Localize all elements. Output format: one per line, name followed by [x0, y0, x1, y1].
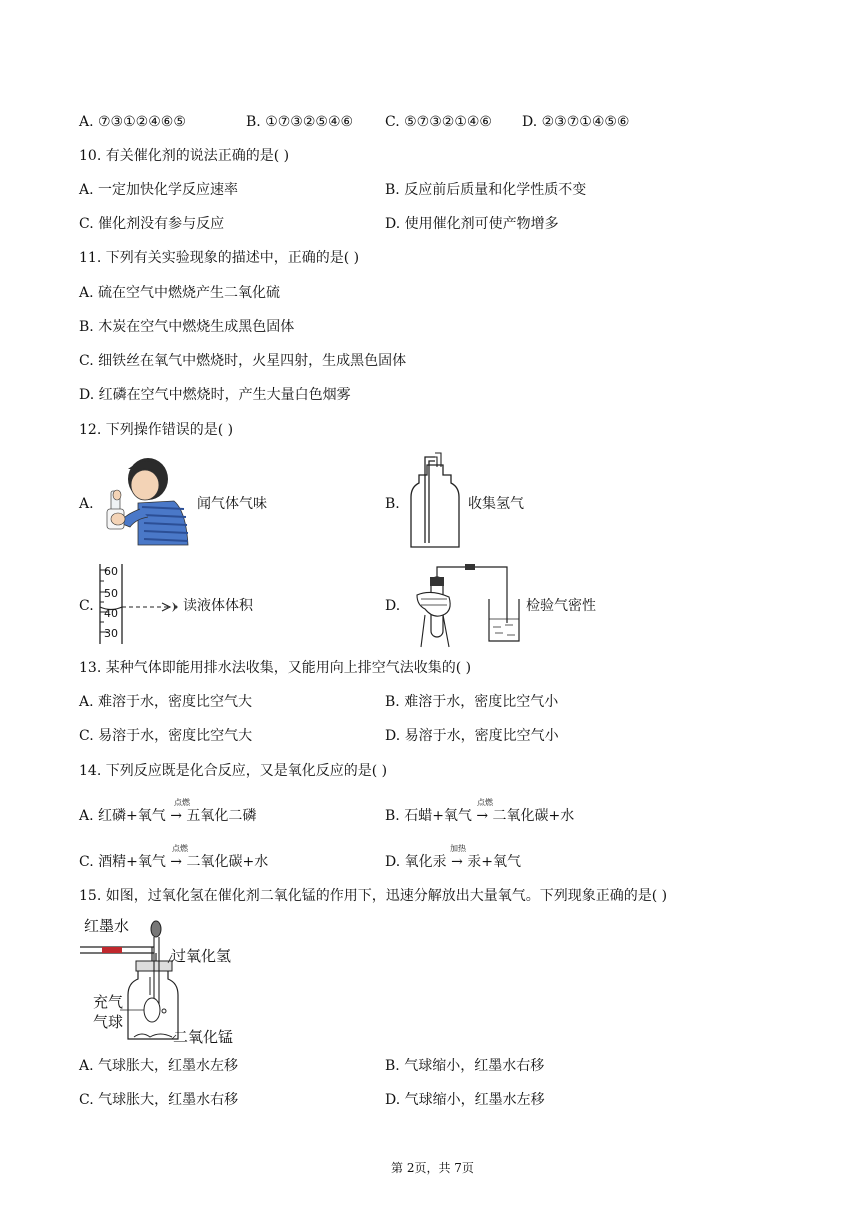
fig-label-balloon-2: 气球: [93, 1013, 124, 1031]
airtightness-check-apparatus: [403, 563, 523, 649]
q10-option-d: D. 使用催化剂可使产物增多: [385, 216, 559, 232]
q14-option-a: A. 红磷+氧气 → 五氧化二磷: [79, 808, 257, 824]
fig-label-red-ink: 红墨水: [84, 917, 130, 935]
q12-option-c-text: 读液体体积: [183, 598, 253, 614]
fig-label-balloon-1: 充气: [93, 993, 124, 1011]
q14-b-condition: 点燃: [477, 798, 493, 807]
q12-option-d-letter: D.: [385, 598, 401, 614]
q13-option-d: D. 易溶于水，密度比空气小: [385, 728, 559, 744]
q9-option-b: B. ①⑦③②⑤④⑥: [246, 114, 354, 130]
q11-option-a: A. 硫在空气中燃烧产生二氧化硫: [79, 285, 281, 301]
q13-option-b: B. 难溶于水，密度比空气小: [385, 694, 559, 710]
q12-option-c-letter: C.: [79, 598, 94, 614]
q10-option-a: A. 一定加快化学反应速率: [79, 182, 239, 198]
tick-label-50: 50: [104, 587, 118, 600]
q12-option-a-text: 闻气体气味: [197, 496, 267, 512]
q11-stem: 11. 下列有关实验现象的描述中，正确的是( ): [79, 250, 360, 266]
tick-label-40: 40: [104, 607, 118, 620]
fig-label-h2o2: 过氧化氢: [171, 947, 232, 965]
q12-option-d-text: 检验气密性: [526, 598, 596, 614]
q11-option-b: B. 木炭在空气中燃烧生成黑色固体: [79, 319, 295, 335]
q13-option-a: A. 难溶于水，密度比空气大: [79, 694, 253, 710]
q14-a-condition: 点燃: [174, 798, 190, 807]
q15-option-d: D. 气球缩小，红墨水左移: [385, 1092, 545, 1108]
q14-d-condition: 加热: [450, 844, 466, 853]
q14-option-d: D. 氧化汞 → 汞+氧气: [385, 854, 521, 870]
q13-option-c: C. 易溶于水，密度比空气大: [79, 728, 253, 744]
q9-option-a: A. ⑦③①②④⑥⑤: [79, 114, 186, 130]
q13-stem: 13. 某种气体即能用排水法收集，又能用向上排空气法收集的( ): [79, 660, 472, 676]
q14-stem: 14. 下列反应既是化合反应，又是氧化反应的是( ): [79, 763, 388, 779]
q14-option-c: C. 酒精+氧气 → 二氧化碳+水: [79, 854, 269, 870]
q10-option-b: B. 反应前后质量和化学性质不变: [385, 182, 587, 198]
q15-option-a: A. 气球胀大，红墨水左移: [79, 1058, 239, 1074]
q10-option-c: C. 催化剂没有参与反应: [79, 216, 225, 232]
q9-option-d: D. ②③⑦①④⑤⑥: [522, 114, 630, 130]
page-footer: 第 2页，共 7页: [391, 1161, 474, 1175]
q15-stem: 15. 如图，过氧化氢在催化剂二氧化锰的作用下，迅速分解放出大量氧气。下列现象正确的是( ): [79, 888, 668, 904]
fig-label-mno2: 二氧化锰: [173, 1028, 234, 1046]
q14-option-b: B. 石蜡+氧气 → 二氧化碳+水: [385, 808, 575, 824]
q9-option-c: C. ⑤⑦③②①④⑥: [385, 114, 492, 130]
tick-label-30: 30: [104, 627, 118, 640]
q15-option-c: C. 气球胀大，红墨水右移: [79, 1092, 239, 1108]
q11-option-d: D. 红磷在空气中燃烧时，产生大量白色烟雾: [79, 387, 351, 403]
smell-gas-illustration: [100, 455, 192, 547]
tick-label-60: 60: [104, 565, 118, 578]
q14-c-condition: 点燃: [172, 844, 188, 853]
q12-option-b-text: 收集氢气: [468, 496, 524, 512]
q15-option-b: B. 气球缩小，红墨水右移: [385, 1058, 545, 1074]
q11-option-c: C. 细铁丝在氧气中燃烧时，火星四射，生成黑色固体: [79, 353, 407, 369]
gas-collection-bottle: [403, 455, 463, 551]
q10-stem: 10. 有关催化剂的说法正确的是( ): [79, 148, 290, 164]
q12-option-a-letter: A.: [79, 496, 94, 512]
q12-option-b-letter: B.: [385, 496, 400, 512]
q12-stem: 12. 下列操作错误的是( ): [79, 422, 234, 438]
